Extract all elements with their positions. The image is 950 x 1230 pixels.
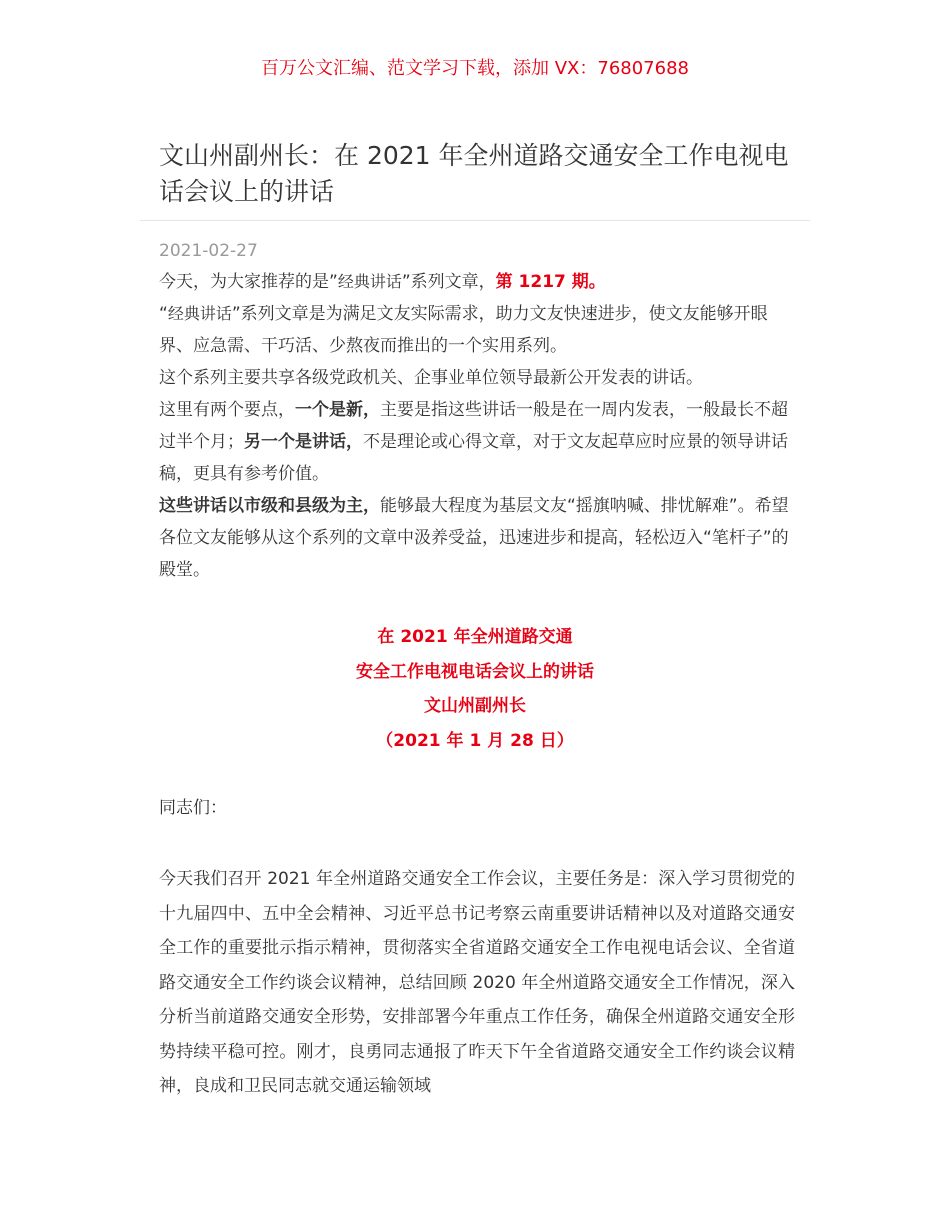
speech-paragraph-1: 今天我们召开 2021 年全州道路交通安全工作会议，主要任务是：深入学习贯彻党的十九届四中、五中全会精神、习近平总书记考察云南重要讲话精神以及对道路交通安全工作的重要批示指示精神，贯彻落实全省道路交通安全工作电视电话会议、全省道路交通安全工作约谈会议精神，总结回顾 2020 年全州道路交通安全工作情况，深入分析当前道路交通安全形势，安排部署今年重点工作任务，确保全州道路交通安全形势持续平稳可控。刚才，良勇同志通报了昨天下午全省道路交通安全工作约谈会议精神，良成和卫民同志就交通运输领域 [159, 869, 795, 1096]
speech-speaker: 文山州副州长 [424, 696, 526, 716]
issue-number: 第 1217 期。 [495, 272, 606, 292]
speech-greeting: 同志们： [159, 798, 227, 818]
key-point-new: 一个是新， [295, 400, 380, 420]
promo-banner: 百万公文汇编、范文学习下载，添加 VX：76807688 [261, 58, 689, 79]
intro-paragraph-3: 这个系列主要共享各级党政机关、企事业单位领导最新公开发表的讲话。 [159, 368, 703, 388]
key-point-level: 这些讲话以市级和县级为主， [159, 496, 380, 516]
series-term: 经典讲话 [337, 272, 402, 291]
speech-date: （2021 年 1 月 28 日） [376, 730, 574, 751]
intro-paragraph-5 [159, 490, 799, 586]
intro-paragraph-2 [159, 298, 799, 362]
intro-p2-open: “ [159, 304, 168, 324]
intro-p1-middle: ”系列文章， [401, 272, 496, 292]
intro-p5-rest: 能够最大程度为基层文友“摇旗呐喊、排忧解难”。希望各位文友能够从这个系列的文章中汲养受益，迅速进步和提高，轻松迈入“笔杆子”的殿堂。 [159, 496, 789, 580]
key-point-speech: 另一个是讲话， [244, 432, 363, 452]
intro-p4-a: 这里有两个要点， [159, 400, 295, 420]
speech-title-line-1: 在 2021 年全州道路交通 [377, 627, 573, 647]
intro-p1-prefix: 今天，为大家推荐的是” [159, 272, 338, 292]
series-term: 经典讲话 [167, 304, 232, 323]
intro-paragraph-4 [159, 394, 799, 490]
intro-paragraph-1 [159, 266, 799, 298]
speech-heading [0, 620, 950, 758]
publish-date: 2021-02-27 [159, 241, 258, 261]
title-divider [140, 220, 810, 221]
speech-title-line-2: 安全工作电视电话会议上的讲话 [356, 661, 594, 682]
intro-p4-c: 主要是指这些讲话一般是在一周内发表，一般最长不超过半个月； [159, 400, 788, 452]
intro-p4-e: 不是理论或心得文章，对于文友起草应时应景的领导讲话稿，更具有参考价值。 [159, 432, 788, 484]
article-title: 文山州副州长：在 2021 年全州道路交通安全工作电视电话会议上的讲话 [159, 141, 789, 206]
intro-section [159, 266, 799, 586]
intro-p2-rest: ”系列文章是为满足文友实际需求，助力文友快速进步，使文友能够开眼界、应急需、干巧活、少熬夜而推出的一个实用系列。 [159, 304, 768, 356]
